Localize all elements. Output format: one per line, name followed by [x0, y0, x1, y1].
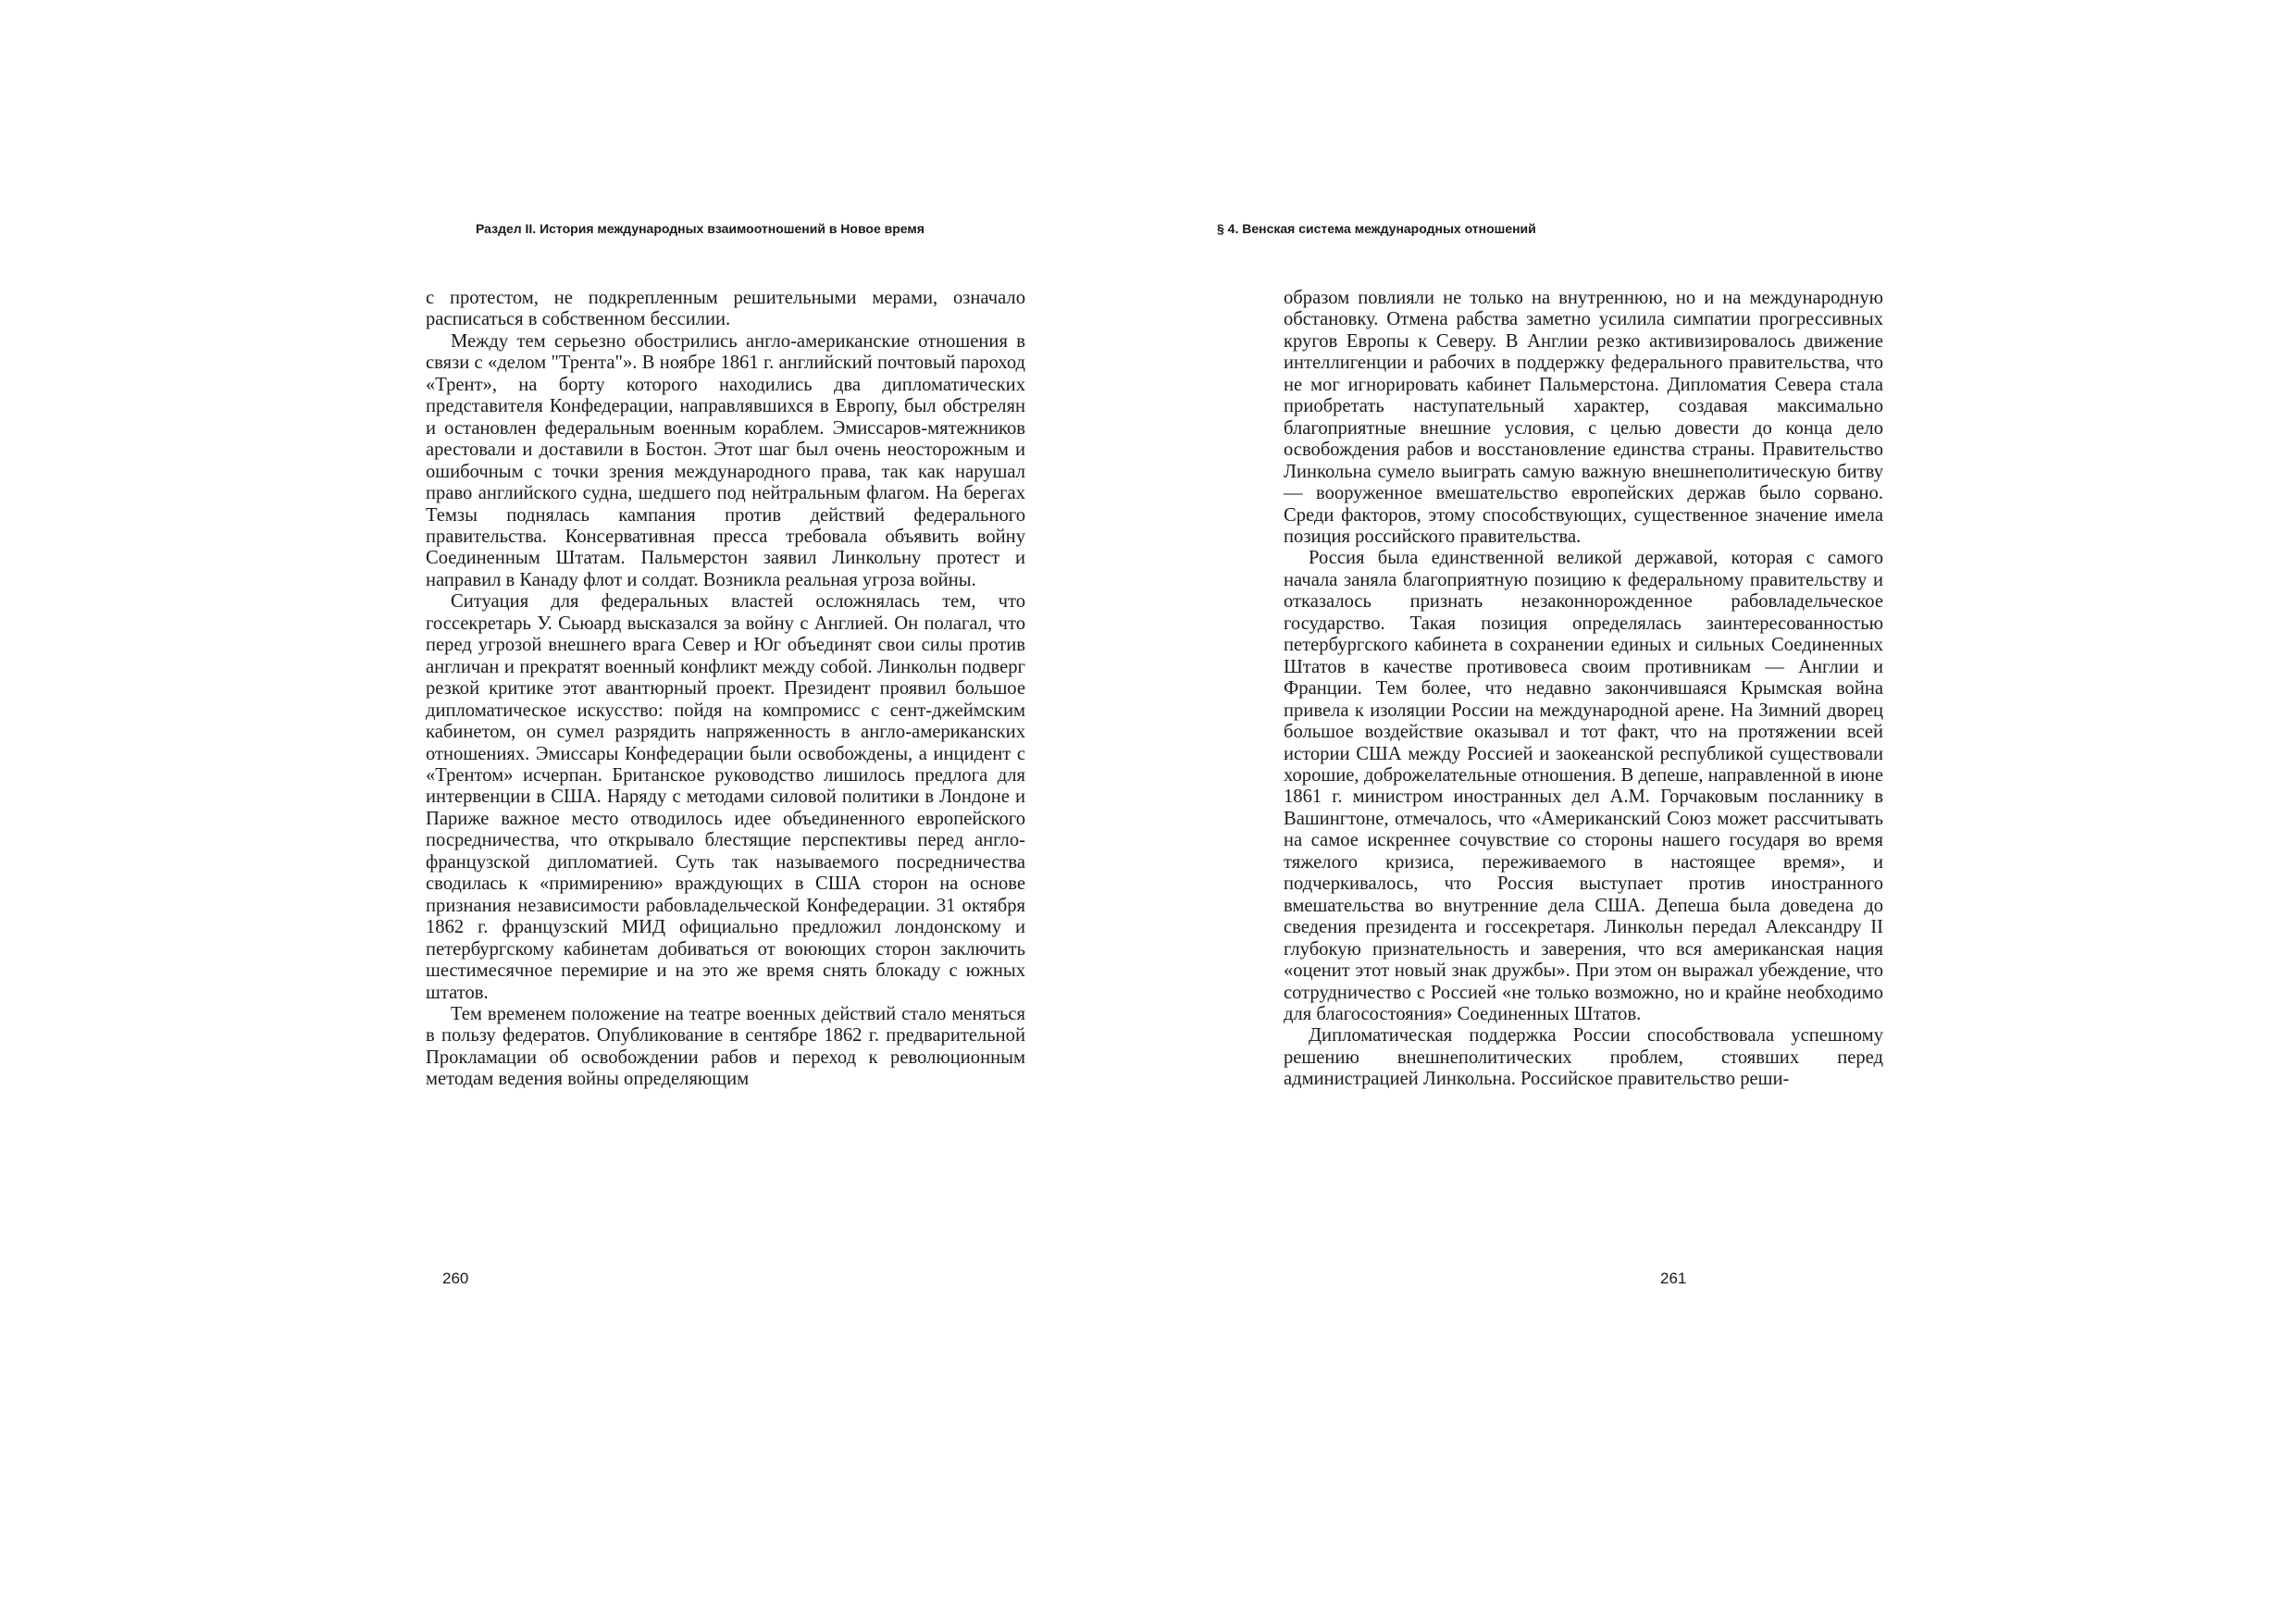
- running-head-right: § 4. Венская система международных отношений: [1217, 221, 1536, 236]
- paragraph: Между тем серьезно обострились англо-американские отношения в связи с «делом "Трента"». В ноябре 1861 г. английский почтовый пароход «Трент», на борту которого находились два дипломатических представителя Конфедерации, направлявшихся в Европу, был обстрелян и остановлен федеральным военным кораблем. Эмиссаров-мятежников арестовали и доставили в Бостон. Этот шаг был очень неосторожным и ошибочным с точки зрения международного права, так как нарушал право английского судна, шедшего под нейтральным флагом. На берегах Темзы поднялась кампания против действий федерального правительства. Консервативная пресса требовала объявить войну Соединенным Штатам. Пальмерстон заявил Линкольну протест и направил в Канаду флот и солдат. Возникла реальная угроза войны.: [426, 330, 1025, 590]
- page-number-left: 260: [442, 1270, 469, 1287]
- paragraph: Тем временем положение на театре военных действий стало меняться в пользу федератов. Опубликование в сентябре 1862 г. предварительной Прокламации об освобождении рабов и переход к революционным методам ведения войны определяющим: [426, 1003, 1025, 1090]
- paragraph: Россия была единственной великой державой, которая с самого начала заняла благоприятную позицию к федеральному правительству и отказалось признать незаконнорожденное рабовладельческое государство. Такая позиция определялась заинтересованностью петербургского кабинета в сохранении единых и сильных Соединенных Штатов в качестве противовеса своим противникам — Англии и Франции. Тем более, что недавно закончившаяся Крымская война привела к изоляции России на международной арене. На Зимний дворец большое воздействие оказывал и тот факт, что на протяжении всей истории США между Россией и заокеанской республикой существовали хорошие, доброжелательные отношения. В депеше, направленной в июне 1861 г. министром иностранных дел А.М. Горчаковым посланнику в Вашингтоне, отмечалось, что «Американский Союз может рассчитывать на самое искреннее сочувствие со стороны нашего государя во время тяжелого кризиса, переживаемого в настоящее время», и подчеркивалось, что Россия выступает против иностранного вмешательства во внутренние дела США. Депеша была доведена до сведения президента и госсекретаря. Линкольн передал Александру II глубокую признательность и заверения, что вся американская нация «оценит этот новый знак дружбы». При этом он выражал убеждение, что сотрудничество с Россией «не только возможно, но и крайне необходимо для благосостояния» Соединенных Штатов.: [1284, 548, 1883, 1024]
- page-number-right: 261: [1660, 1270, 1687, 1287]
- paragraph: образом повлияли не только на внутреннюю, но и на международную обстановку. Отмена рабства заметно усилила симпатии прогрессивных кругов Европы к Северу. В Англии резко активизировалось движение интеллигенции и рабочих в поддержку федерального правительства, что не мог игнорировать кабинет Пальмерстона. Дипломатия Севера стала приобретать наступательный характер, создавая максимально благоприятные внешние условия, с целью довести до конца дело освобождения рабов и восстановление единства страны. Правительство Линкольна сумело выиграть самую важную внешнеполитическую битву — вооруженное вмешательство европейских держав было сорвано. Среди факторов, этому способствующих, существенное значение имела позиция российского правительства.: [1284, 288, 1883, 547]
- right-page: [1148, 0, 2296, 1623]
- paragraph: Ситуация для федеральных властей осложнялась тем, что госсекретарь У. Сьюард высказался за войну с Англией. Он полагал, что перед угрозой внешнего врага Север и Юг объединят свои силы против англичан и прекратят военный конфликт между собой. Линкольн подверг резкой критике этот авантюрный проект. Президент проявил большое дипломатическое искусство: пойдя на компромисс с сент-джеймским кабинетом, он сумел разрядить напряженность в англо-американских отношениях. Эмиссары Конфедерации были освобождены, а инцидент с «Трентом» исчерпан. Британское руководство лишилось предлога для интервенции в США. Наряду с методами силовой политики в Лондоне и Париже важное место отводилось идее объединенного европейского посредничества, что открывало блестящие перспективы перед англо-французской дипломатией. Суть так называемого посредничества сводилась к «примирению» враждующих в США сторон на основе признания независимости рабовладельческой Конфедерации. 31 октября 1862 г. французский МИД официально предложил лондонскому и петербургскому кабинетам добиваться от воюющих сторон заключить шестимесячное перемирие и на это же время снять блокаду с южных штатов.: [426, 591, 1025, 1003]
- running-head-left: Раздел II. История международных взаимоотношений в Новое время: [476, 221, 925, 236]
- body-text-left: [426, 288, 1025, 1091]
- paragraph: Дипломатическая поддержка России способствовала успешному решению внешнеполитических проблем, стоявших перед администрацией Линкольна. Российское правительство реши-: [1284, 1025, 1883, 1090]
- body-text-right: [1284, 288, 1883, 1091]
- paragraph: с протестом, не подкрепленным решительными мерами, означало расписаться в собственном бессилии.: [426, 288, 1025, 330]
